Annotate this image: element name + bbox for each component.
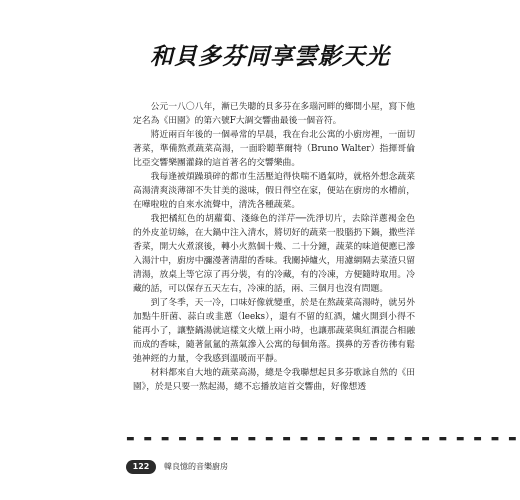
paragraph: 我把橘紅色的胡蘿蔔、淺綠色的洋芹──洗淨切片，去除洋蔥褐金色的外皮並切絲，在大鍋中注入清水，將切好的蔬菜一股腦扔下鍋，撒些洋香菜，開大火煮滾後，轉小火熬個十幾、二十分鐘，蔬菜的味道便應已滲入湯汁中，廚房中瀰漫著清甜的香味。我關掉爐火，用濾網隔去菜渣只留清湯，放桌上等它涼了再分裝，有的冷藏，有的冷凍，方便隨時取用。冷藏的話，可以保存五天左右，冷凍的話，兩、三個月也沒有問題。 (133, 214, 415, 294)
paragraph: 材料都來自大地的蔬菜高湯，總是令我聯想起貝多芬歌詠自然的《田園》，於是只要一熬起湯，總不忘播放這首交響曲，好像想透 (133, 368, 415, 392)
footer-divider: ▬ ▬ ▬ ▬ ▬ ▬ ▬ ▬ ▬ ▬ ▬ ▬ ▬ ▬ ▬ ▬ ▬ ▬ ▬ ▬ ▬ ▬ ▬ (126, 434, 520, 444)
paragraph: 我每逢被煩躁瑣碎的都市生活壓迫得快喘不過氣時，就格外想念蔬菜高湯清爽淡薄卻不失甘美的滋味，假日得空在家，便站在廚房的水槽前，在嘩啦啦的自來水流聲中，清洗各種蔬菜。 (133, 172, 415, 210)
page-number: 122 (126, 460, 156, 474)
page-title: 和貝多芬同享雲影天光 (150, 43, 390, 70)
article-body (133, 100, 415, 394)
paragraph: 將近兩百年後的一個尋常的早晨，我在台北公寓的小廚房裡，一面切著菜，準備熬煮蔬菜高湯，一面聆聽華爾特（Bruno Walter）指揮哥倫比亞交響樂團灌錄的這首著名的交響樂曲。 (133, 130, 415, 168)
paragraph: 到了冬季，天一冷，口味好像就變重，於是在熬蔬菜高湯時，就另外加點牛肝菌、蒜白或韭蔥（leeks），還有不留的紅酒，爐火開到小得不能再小了，讓整鍋湯就這樣文火燉上兩小時，也讓那蔬菜與紅酒混合相融而成的香味，隨著氤氳的蒸氣滲入公寓的每個角落。撲鼻的芳香彷彿有鬆弛神經的力量，令我感到溫暖而平靜。 (133, 298, 415, 364)
paragraph: 公元一八〇八年，漸已失聰的貝多芬在多瑙河畔的鄉間小屋，寫下他定名為《田園》的第六號F大調交響曲最後一個音符。 (133, 102, 415, 126)
running-footer-title: 韓良憶的音樂廚房 (164, 462, 228, 471)
